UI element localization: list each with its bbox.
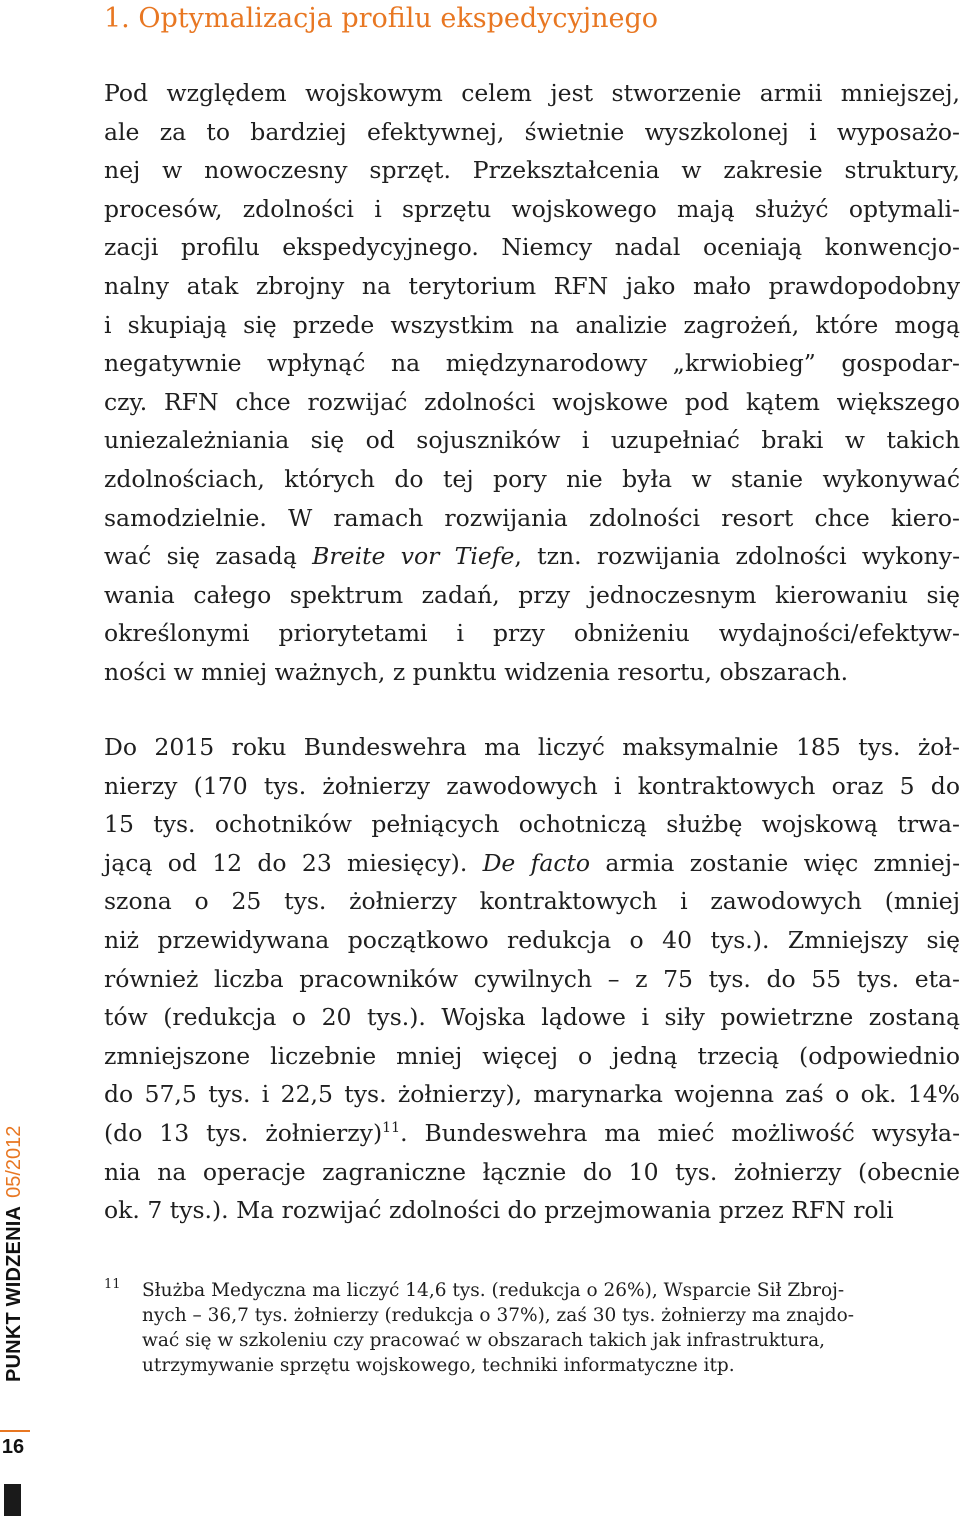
text-line: nierzy (170 tys. żołnierzy zawodowych i kontraktowych oraz 5 do (104, 771, 960, 800)
footnote-line: utrzymywanie sprzętu wojskowego, techniki informatyczne itp. (142, 1355, 735, 1376)
footnote-line: Służba Medyczna ma liczyć 14,6 tys. (redukcja o 26%), Wsparcie Sił Zbroj- (142, 1280, 845, 1301)
text-run: armia zostanie więc zmniej- (590, 848, 960, 877)
text-line: Pod względem wojskowym celem jest stworzenie armii mniejszej, (104, 79, 960, 107)
text-line: zmniejszone liczebnie mniej więcej o jedną trzecią (odpowiednio (104, 1041, 960, 1070)
page-number-divider (0, 1430, 30, 1432)
body-paragraph-2 (104, 728, 960, 1230)
section-heading: 1. Optymalizacja profilu ekspedycyjnego (104, 3, 659, 34)
text-line: również liczba pracowników cywilnych – z 75 tys. do 55 tys. eta- (104, 964, 960, 993)
footnote-line: nych – 36,7 tys. żołnierzy (redukcja o 37%), zaś 30 tys. żołnierzy ma znajdo- (142, 1305, 854, 1326)
publication-name: PUNKT WIDZENIA (3, 1205, 25, 1382)
sidebar-publication-label (2, 1082, 26, 1382)
page-number: 16 (1, 1436, 25, 1458)
text-line: samodzielnie. W ramach rozwijania zdolności resort chce kiero- (104, 503, 960, 532)
text-line: ok. 7 tys.). Ma rozwijać zdolności do przejmowania przez RFN roli (104, 1196, 894, 1225)
footnote-line: wać się w szkoleniu czy pracować w obszarach takich jak infrastruktura, (142, 1330, 826, 1351)
text-line: uniezależniania się od sojuszników i uzupełniać braki w takich (104, 426, 960, 455)
page-edge-block (4, 1484, 21, 1516)
text-line: negatywnie wpłynąć na międzynarodowy „krwiobieg” gospodar- (104, 349, 960, 378)
text-line: zdolnościach, których do tej pory nie była w stanie wykonywać (104, 464, 960, 493)
italic-phrase: Breite vor Tiefe (312, 542, 515, 571)
text-run: . Bundeswehra ma mieć możliwość wysyła- (400, 1118, 960, 1147)
text-line (104, 1114, 960, 1153)
text-line: zacji profilu ekspedycyjnego. Niemcy nadal oceniają konwencjo- (104, 233, 960, 262)
text-line: nia na operacje zagraniczne łącznie do 10 tys. żołnierzy (obecnie (104, 1157, 960, 1186)
footnote-number: 11 (104, 1277, 121, 1292)
footnote (104, 1278, 960, 1378)
text-line: tów (redukcja o 20 tys.). Wojska lądowe i siły powietrzne zostaną (104, 1003, 960, 1032)
text-line (104, 844, 960, 883)
footnote-reference: 11 (382, 1120, 401, 1137)
text-line: ności w mniej ważnych, z punktu widzenia resortu, obszarach. (104, 657, 849, 686)
text-line: nalny atak zbrojny na terytorium RFN jako mało prawdopodobny (104, 271, 960, 300)
text-line: wania całego spektrum zadań, przy jednoczesnym kierowaniu się (104, 580, 960, 609)
italic-phrase: De facto (482, 848, 591, 877)
text-run: jącą od 12 do 23 miesięcy). (104, 848, 483, 877)
text-line: nej w nowoczesny sprzęt. Przekształcenia w zakresie struktury, (104, 156, 960, 185)
text-line: i skupiają się przede wszystkim na analizie zagrożeń, które mogą (104, 310, 960, 339)
text-run: wać się zasadą (104, 542, 313, 571)
text-line: niż przewidywana początkowo redukcja o 40 tys.). Zmniejszy się (104, 925, 960, 954)
text-line (104, 537, 960, 576)
text-line: szona o 25 tys. żołnierzy kontraktowych i zawodowych (mniej (104, 887, 960, 916)
text-run: (do 13 tys. żołnierzy) (104, 1118, 383, 1147)
text-run: , tzn. rozwijania zdolności wykony- (514, 542, 960, 571)
issue-number: 05/2012 (3, 1125, 25, 1198)
text-line: czy. RFN chce rozwijać zdolności wojskowe pod kątem większego (104, 387, 960, 416)
text-line: określonymi priorytetami i przy obniżeniu wydajności/efektyw- (104, 619, 960, 648)
text-line: do 57,5 tys. i 22,5 tys. żołnierzy), marynarka wojenna zaś o ok. 14% (104, 1080, 960, 1109)
text-line: procesów, zdolności i sprzętu wojskowego mają służyć optymali- (104, 194, 960, 223)
body-paragraph-1 (104, 74, 960, 692)
footnote-text (142, 1278, 960, 1378)
text-line: 15 tys. ochotników pełniących ochotniczą służbę wojskową trwa- (104, 810, 960, 839)
text-line: ale za to bardziej efektywnej, świetnie wyszkolonej i wyposażo- (104, 117, 960, 146)
text-line: Do 2015 roku Bundeswehra ma liczyć maksymalnie 185 tys. żoł- (104, 733, 960, 761)
